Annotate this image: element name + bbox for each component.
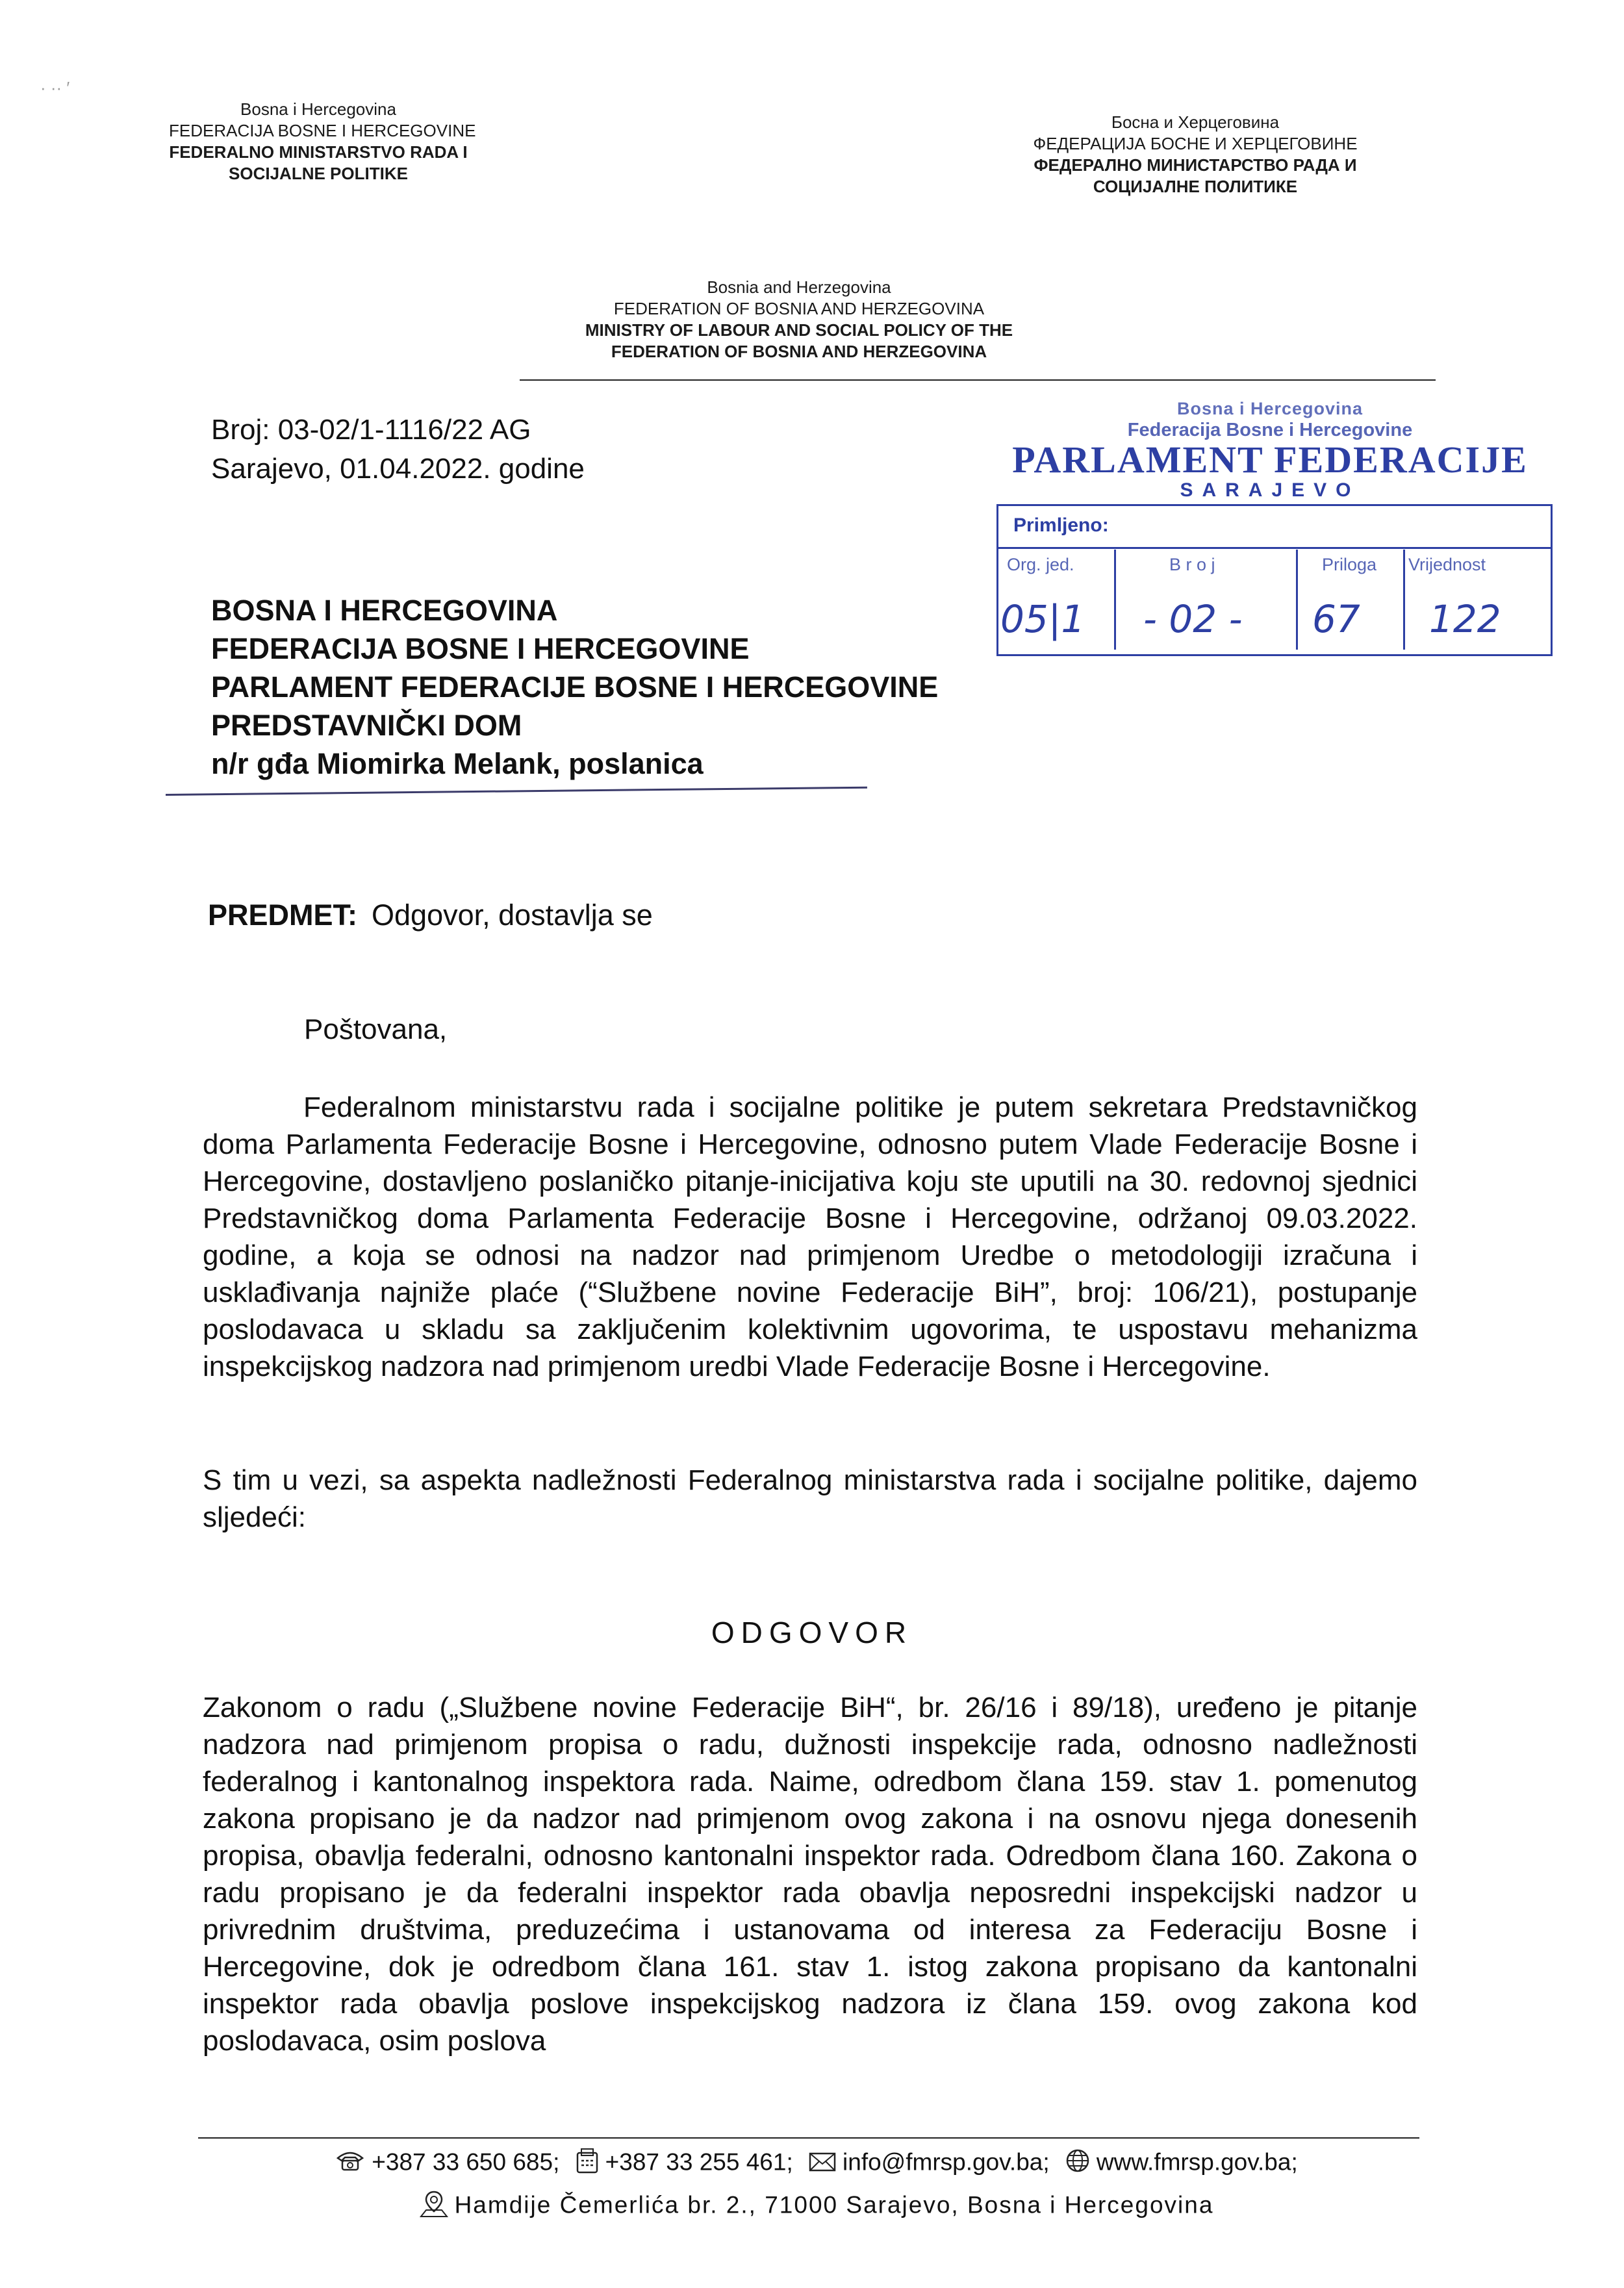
- paragraph-answer: Zakonom o radu („Službene novine Federacije BiH“, br. 26/16 i 89/18), uređeno je pitanje nadzora nad primjenom propisa o radu, dužnosti inspekcije rada, odnosno nadležnosti federalnog i kantonalnog inspektora rada. Naime, odredbom člana 159. stav 1. pomenutog zakona propisano je da nadzor nad primjenom ovog zakona i na osnovu njega donesenih propisa, obavlja federalni, odnosno kantonalni inspektor rada. Odredbom člana 160. Zakona o radu propisano je da federalni inspektor rada obavlja neposredni inspekcijski nadzor u privrednim društvima, preduzećima i ustanovama od interesa za Federaciju Bosne i Hercegovine, dok je odredbom člana 161. stav 1. istog zakona propisano da kantonalni inspektor rada obavlja poslove inspekcijskog nadzora iz člana 159. ovog zakona kod poslodavaca, osim poslova: [203, 1692, 1417, 2057]
- stamp-col-attachments: Priloga: [1322, 555, 1377, 574]
- stamp-column-divider: [1114, 550, 1116, 650]
- stamp-col-value: Vrijednost: [1408, 555, 1486, 574]
- footer-divider: [198, 2137, 1419, 2139]
- scan-artifact: · ·· ′: [40, 78, 70, 97]
- stamp-hand-attachments: 67: [1312, 597, 1360, 641]
- addressee-line4: PREDSTAVNIČKI DOM: [211, 709, 522, 742]
- addressee-block: [211, 591, 938, 783]
- stamp-line1: Bosna i Hercegovina: [1176, 399, 1364, 418]
- footer-address-text: Hamdije Čemerlića br. 2., 71000 Sarajevo, Bosna i Hercegovina: [454, 2191, 1214, 2218]
- received-stamp: [987, 399, 1553, 659]
- header-left-line3: FEDERALNO MINISTARSTVO RADA I: [169, 142, 468, 162]
- header-center-line1: Bosnia and Herzegovina: [707, 277, 891, 297]
- addressee-line3: PARLAMENT FEDERACIJE BOSNE I HERCEGOVINE: [211, 670, 939, 704]
- footer-contacts: [0, 2148, 1624, 2180]
- addressee-line2: FEDERACIJA BOSNE I HERCEGOVINE: [211, 632, 750, 665]
- footer-fax: +387 33 255 461;: [605, 2148, 793, 2176]
- fax-icon: [576, 2148, 599, 2180]
- footer-address: [0, 2189, 1624, 2224]
- ministry-header-english: [520, 277, 1078, 362]
- header-right-line4: СОЦИЈАЛНЕ ПОЛИТИКЕ: [1093, 177, 1298, 196]
- paragraph-intro: Federalnom ministarstvu rada i socijalne politike je putem sekretara Predstavničkog doma Parlamenta Federacije Bosne i Hercegovine, odnosno putem Vlade Federacije Bosne i Hercegovine, dostavljeno poslaničko pitanje-inicijativa koju ste uputili na 30. redovnoj sjednici Predstavničkog doma Parlamenta Federacije Bosne i Hercegovine, održanoj 09.03.2022. godine, a koja se odnosi na nadzor nad primjenom Uredbe o metodologiji izračuna i usklađivanja najniže plaće (“Službene novine Federacije BiH”, broj: 106/21), postupanje poslodavaca u skladu sa zaključenim kolektivnim ugovorima, te uspostavu mehanizma inspekcijskog nadzora nad primjenom uredbi Vlade Federacije Bosne i Hercegovine.: [203, 1091, 1417, 1382]
- header-divider: [520, 379, 1436, 381]
- footer-website[interactable]: www.fmrsp.gov.ba;: [1096, 2148, 1298, 2176]
- stamp-hand-org: 05|1: [1000, 597, 1085, 641]
- globe-icon: [1065, 2148, 1090, 2179]
- stamp-column-divider: [1296, 550, 1298, 650]
- stamp-divider: [996, 547, 1553, 549]
- stamp-hand-number: - 02 -: [1143, 597, 1243, 641]
- subject-text: Odgovor, dostavlja se: [372, 898, 653, 932]
- stamp-column-divider: [1403, 550, 1405, 650]
- subject-label: PREDMET:: [208, 898, 358, 932]
- header-left-line4: SOCIJALNE POLITIKE: [229, 164, 408, 183]
- header-right-line1: Босна и Херцеговина: [1111, 112, 1280, 132]
- addressee-underline: [166, 787, 867, 796]
- location-icon: [420, 2189, 448, 2224]
- footer-email[interactable]: info@fmrsp.gov.ba;: [843, 2148, 1050, 2176]
- header-right-line3: ФЕДЕРАЛНО МИНИСТАРСТВО РАДА И: [1034, 155, 1357, 175]
- ministry-header-cyrillic: [1013, 112, 1377, 197]
- stamp-hand-value: 122: [1429, 597, 1501, 641]
- header-right-line2: ФЕДЕРАЦИЈА БОСНЕ И ХЕРЦЕГОВИНЕ: [1033, 134, 1358, 153]
- place-and-date: Sarajevo, 01.04.2022. godine: [211, 453, 585, 485]
- header-center-line2: FEDERATION OF BOSNIA AND HERZEGOVINA: [613, 299, 985, 318]
- phone-icon: [335, 2149, 365, 2178]
- ministry-header-bosnian: [169, 99, 476, 184]
- reference-number: Broj: 03-02/1-1116/22 AG: [211, 414, 531, 446]
- header-center-line4: FEDERATION OF BOSNIA AND HERZEGOVINA: [611, 342, 987, 361]
- email-icon: [809, 2150, 836, 2178]
- header-left-line2: FEDERACIJA BOSNE I HERCEGOVINE: [169, 121, 476, 140]
- stamp-line2: Federacija Bosne i Hercegovine: [1127, 420, 1413, 440]
- stamp-col-number: B r o j: [1169, 555, 1215, 574]
- greeting: Poštovana,: [304, 1013, 448, 1045]
- footer-phone: +387 33 650 685;: [372, 2148, 560, 2176]
- section-title-odgovor: ODGOVOR: [711, 1616, 913, 1649]
- subject-line: [208, 898, 653, 932]
- header-center-line3: MINISTRY OF LABOUR AND SOCIAL POLICY OF THE: [585, 320, 1013, 340]
- stamp-col-org: Org. jed.: [1007, 555, 1074, 574]
- stamp-city: SARAJEVO: [1180, 479, 1360, 501]
- paragraph-scope: S tim u vezi, sa aspekta nadležnosti Federalnog ministarstva rada i socijalne politike, dajemo sljedeći:: [203, 1464, 1417, 1533]
- stamp-title: PARLAMENT FEDERACIJE: [1012, 439, 1528, 481]
- addressee-line5: n/r gđa Miomirka Melank, poslanica: [211, 747, 704, 780]
- stamp-received-label: Primljeno:: [1013, 515, 1109, 536]
- header-left-line1: Bosna i Hercegovina: [240, 99, 396, 119]
- addressee-line1: BOSNA I HERCEGOVINA: [211, 594, 558, 627]
